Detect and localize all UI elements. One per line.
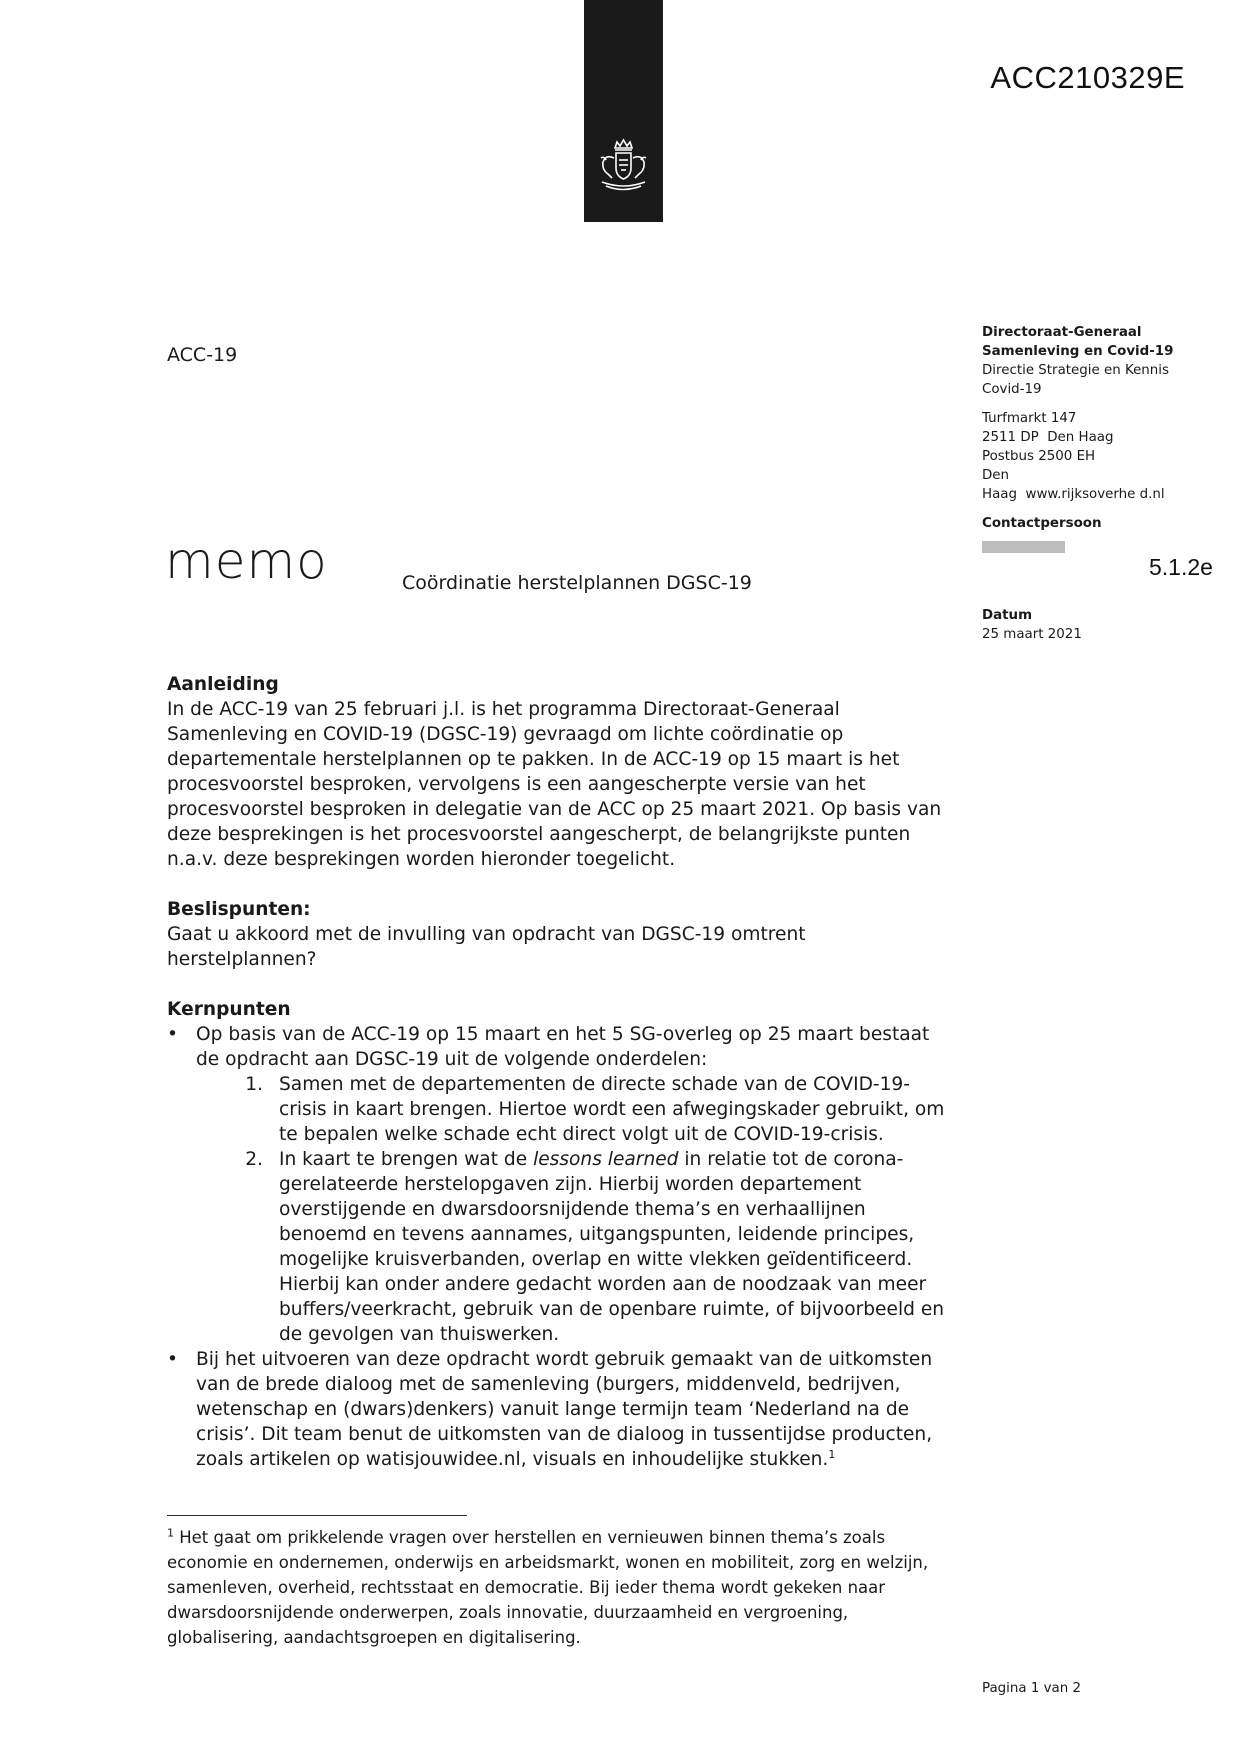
- kernpunten-heading: Kernpunten: [167, 999, 291, 1020]
- date-value: 25 maart 2021: [982, 627, 1082, 642]
- footnote-divider: [167, 1515, 467, 1516]
- aanleiding-heading: Aanleiding: [167, 674, 279, 695]
- address-street: Turfmarkt 147: [982, 411, 1077, 426]
- address-postal: 2511 DP Den Haag: [982, 430, 1114, 445]
- numbered-list: [167, 1072, 957, 1347]
- aanleiding-text: In de ACC-19 van 25 februari j.l. is het programma Directoraat-Generaal Samenleving en COVID-19 (DGSC-19) gevraagd om lichte coördinatie op departementale herstelplannen op te pakken. In de ACC-19 op 15 maart is het procesvoorstel besproken, vervolgens is een aangescherpte versie van het procesvoorstel besproken in delegatie van de ACC op 25 maart 2021. Op basis van deze besprekingen is het procesvoorstel aangescherpt, de belangrijkste punten n.a.v. deze besprekingen worden hieronder toegelicht.: [167, 699, 942, 870]
- item-text-1: Samen met de departementen de directe schade van de COVID-19-crisis in kaart brengen. Hiertoe wordt een afwegingskader gebruikt, om te bepalen welke schade echt direct volgt uit de COVID-19-crisis.: [279, 1074, 945, 1145]
- memo-title: memo: [165, 532, 328, 590]
- document-id: ACC210329E: [990, 60, 1185, 95]
- redaction-code: 5.1.2e: [1149, 554, 1213, 580]
- item-text-2-emphasis: lessons learned: [533, 1149, 679, 1170]
- item-number: 1.: [245, 1074, 263, 1095]
- footnote: [167, 1525, 957, 1650]
- item-text-2: [279, 1147, 957, 1347]
- address-city-1: Den: [982, 468, 1010, 483]
- org-line-1: Directoraat-Generaal: [982, 325, 1142, 340]
- dept-line-2: Covid-19: [982, 382, 1042, 397]
- list-item: [167, 1072, 957, 1147]
- bullet-text-2: [196, 1347, 957, 1472]
- footnote-text: Het gaat om prikkelende vragen over herstellen en vernieuwen binnen thema’s zoals economie en ondernemen, onderwijs en arbeidsmarkt, wonen en mobiliteit, zorg en welzijn, samenleven, overheid, rechtsstaat en democratie. Bij ieder thema wordt gekeken naar dwarsdoorsnijdende onderwerpen, zoals innovatie, duurzaamheid en vergroening, globalisering, aandachtsgroepen en digitalisering.: [167, 1528, 929, 1647]
- beslispunten-heading: Beslispunten:: [167, 899, 311, 920]
- footnote-reference[interactable]: 1: [828, 1447, 836, 1461]
- coat-of-arms-icon: [588, 138, 659, 196]
- contact-label: Contactpersoon: [982, 516, 1102, 531]
- bullet-text-2-body: Bij het uitvoeren van deze opdracht wordt gebruik gemaakt van de uitkomsten van de brede dialoog met de samenleving (burgers, middenveld, bedrijven, wetenschap en (dwars)denkers) vanuit lange termijn team ‘Nederland na de crisis’. Dit team benut de uitkomsten van de dialoog in tussentijdse producten, zoals artikelen op watisjouwidee.nl, visuals en inhoudelijke stukken.: [196, 1349, 933, 1470]
- list-item: [167, 1347, 957, 1472]
- bullet-text-1: Op basis van de ACC-19 op 15 maart en het 5 SG-overleg op 25 maart bestaat de opdracht aan DGSC-19 uit de volgende onderdelen:: [196, 1024, 930, 1070]
- footnote-marker: 1: [167, 1526, 174, 1540]
- item-text-2-pre: In kaart te brengen wat de: [279, 1149, 534, 1170]
- list-item: [167, 1147, 957, 1347]
- date-label: Datum: [982, 608, 1033, 623]
- redacted-contact: [982, 541, 1065, 553]
- sender-sidebar: [982, 323, 1212, 553]
- date-block: [982, 606, 1082, 644]
- item-number: 2.: [245, 1149, 263, 1170]
- address-postbus: Postbus 2500 EH: [982, 449, 1096, 464]
- list-item: [167, 1022, 957, 1072]
- page-number: Pagina 1 van 2: [982, 1681, 1082, 1696]
- memo-body: [167, 672, 957, 1472]
- org-line-2: Samenleving en Covid-19: [982, 344, 1174, 359]
- government-emblem-bar: [584, 0, 663, 222]
- address-city-2: Haag www.rijksoverhe d.nl: [982, 487, 1165, 502]
- dept-line-1: Directie Strategie en Kennis: [982, 363, 1169, 378]
- bullet-symbol: •: [167, 1349, 178, 1370]
- bullet-symbol: •: [167, 1024, 178, 1045]
- item-text-2-post: in relatie tot de corona-gerelateerde herstelopgaven zijn. Hierbij worden departement overstijgende en dwarsdoorsnijdende thema’s en verhaallijnen benoemd en tevens aannames, uitgangspunten, leidende principes, mogelijke kruisverbanden, overlap en witte vlekken geïdentificeerd. Hierbij kan onder andere gedacht worden aan de noodzaak van meer buffers/veerkracht, gebruik van de openbare ruimte, of bijvoorbeeld en de gevolgen van thuiswerken.: [279, 1149, 945, 1345]
- memo-subject: Coördinatie herstelplannen DGSC-19: [402, 572, 752, 594]
- beslispunten-text: Gaat u akkoord met de invulling van opdracht van DGSC-19 omtrent herstelplannen?: [167, 924, 806, 970]
- addressee: ACC-19: [167, 344, 238, 366]
